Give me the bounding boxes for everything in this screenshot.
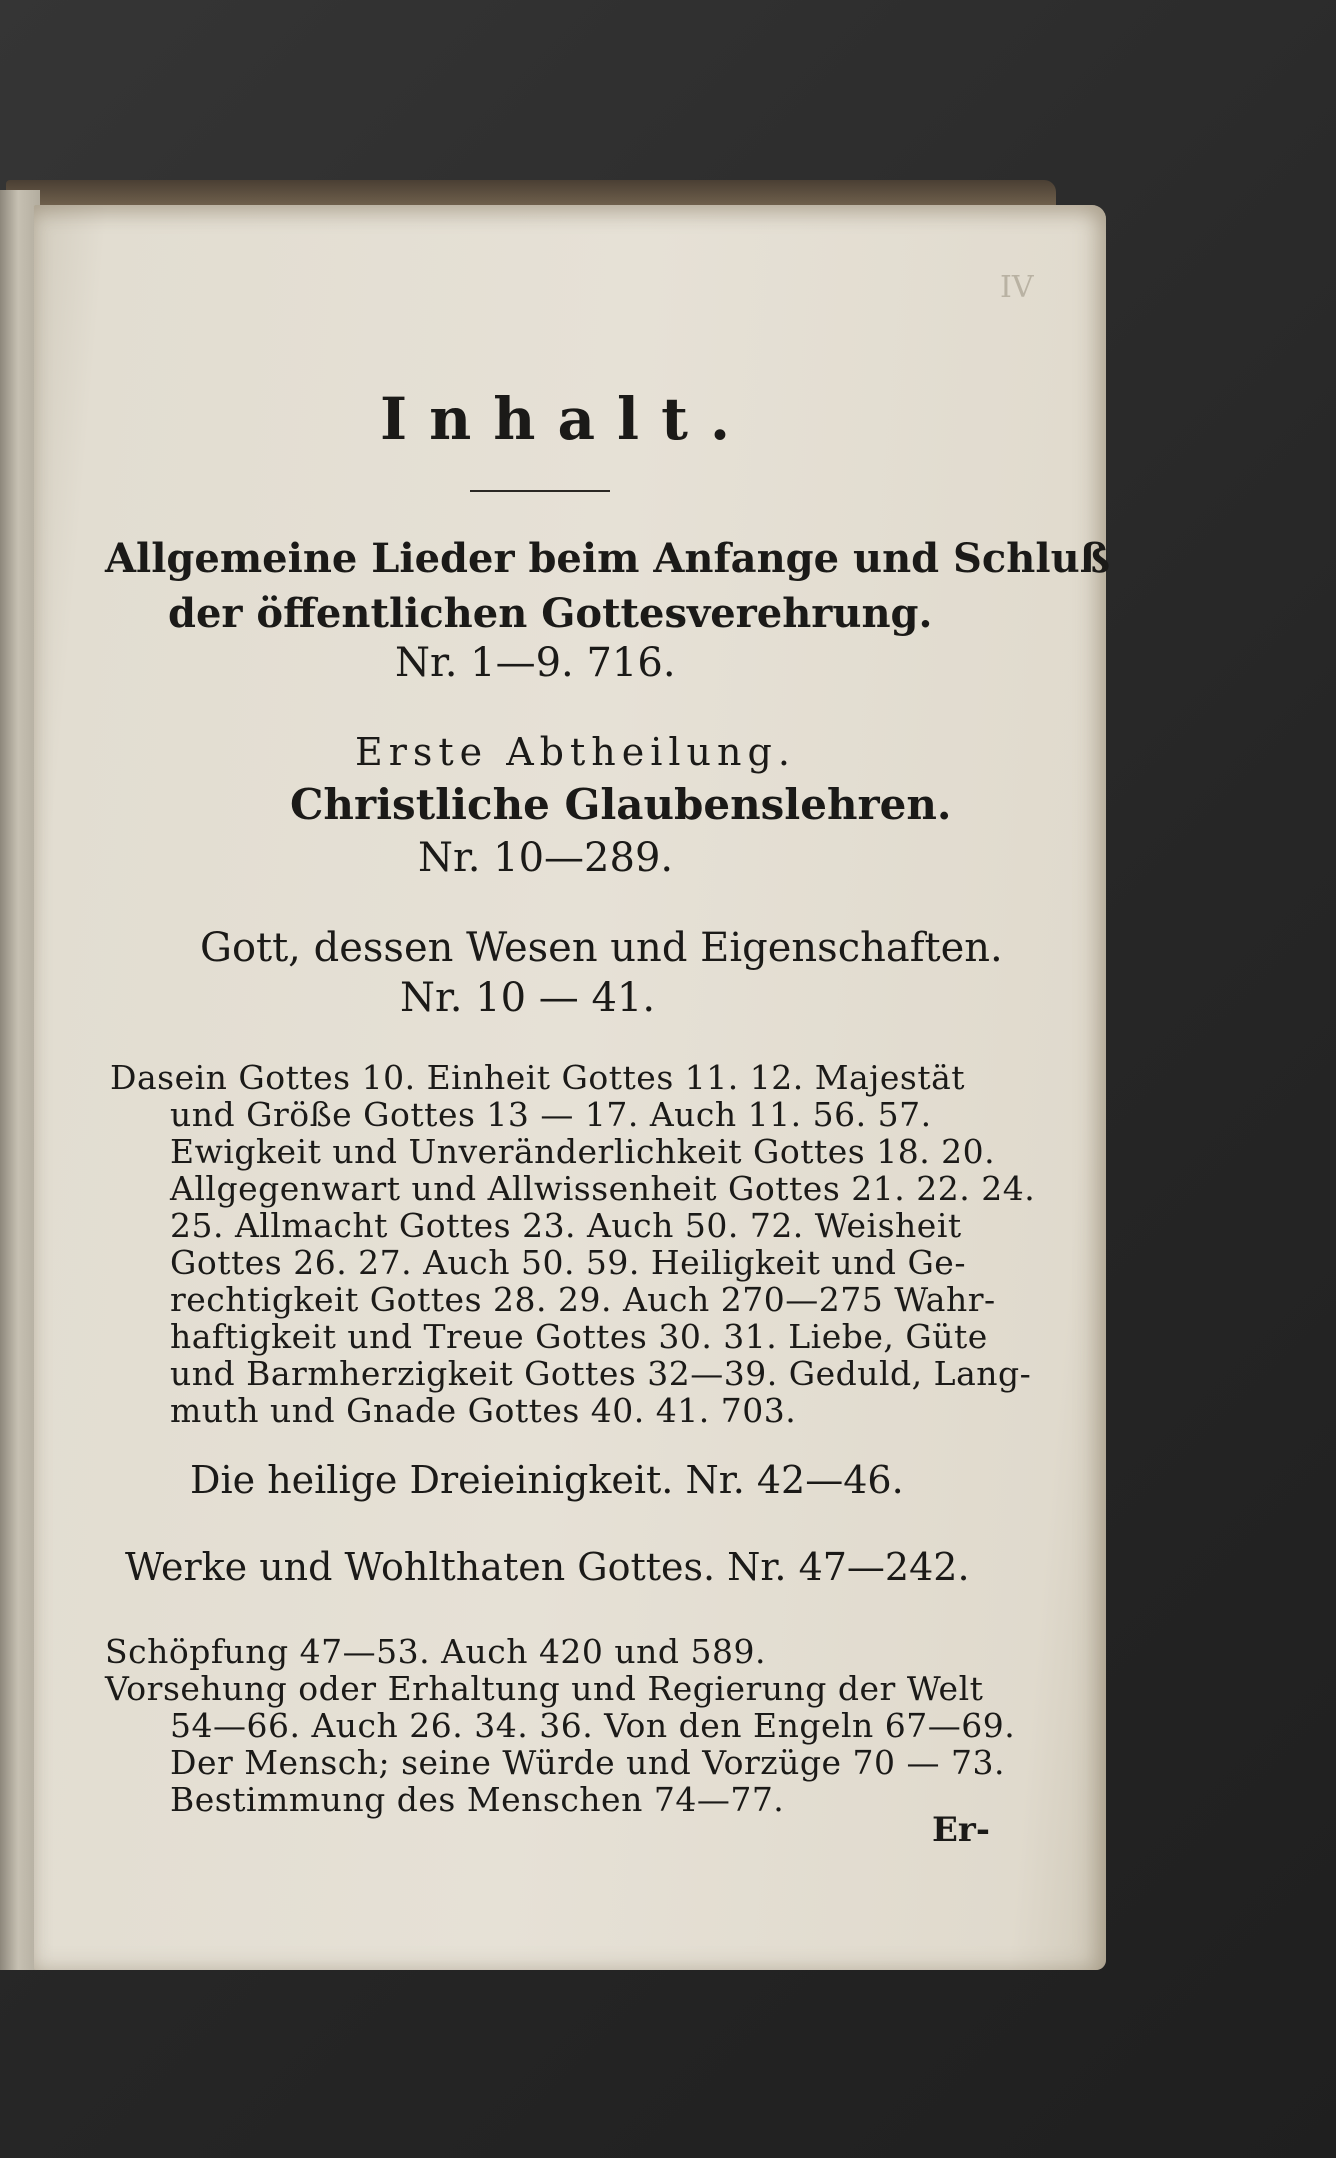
paragraph-line-6: Gottes 26. 27. Auch 50. 59. Heiligkeit und Ge- xyxy=(170,1243,966,1282)
page-title: Inhalt. xyxy=(380,385,753,453)
subsection-heading: Gott, dessen Wesen und Eigenschaften. xyxy=(200,925,1003,971)
folio-number: IV xyxy=(1000,270,1034,305)
paragraph-line-5: 25. Allmacht Gottes 23. Auch 50. 72. Weisheit xyxy=(170,1206,962,1245)
works-heading: Werke und Wohlthaten Gottes. Nr. 47—242. xyxy=(125,1545,970,1589)
paragraph-line-2: und Größe Gottes 13 — 17. Auch 11. 56. 57. xyxy=(170,1095,932,1134)
section-subheading: Christliche Glaubenslehren. xyxy=(290,780,952,829)
paragraph-line-4: Allgegenwart und Allwissenheit Gottes 21. 22. 24. xyxy=(170,1169,1036,1208)
paragraph-line-8: haftigkeit und Treue Gottes 30. 31. Liebe, Güte xyxy=(170,1317,988,1356)
paragraph-line-1: Dasein Gottes 10. Einheit Gottes 11. 12. Majestät xyxy=(110,1058,966,1097)
list-line-5: Bestimmung des Menschen 74—77. xyxy=(170,1780,785,1819)
list-line-2: Vorsehung oder Erhaltung und Regierung der Welt xyxy=(105,1669,984,1708)
intro-heading-line-2: der öffentlichen Gottesverehrung. xyxy=(168,590,933,637)
paragraph-line-3: Ewigkeit und Unveränderlichkeit Gottes 18. 20. xyxy=(170,1132,996,1171)
title-rule xyxy=(470,490,610,492)
paragraph-line-7: rechtigkeit Gottes 28. 29. Auch 270—275 Wahr- xyxy=(170,1280,996,1319)
intro-heading-line-1: Allgemeine Lieder beim Anfange und Schluß xyxy=(105,535,1111,582)
paragraph-line-10: muth und Gnade Gottes 40. 41. 703. xyxy=(170,1391,797,1430)
intro-numbers: Nr. 1—9. 716. xyxy=(395,640,676,686)
list-line-3: 54—66. Auch 26. 34. 36. Von den Engeln 67—69. xyxy=(170,1706,1016,1745)
list-line-4: Der Mensch; seine Würde und Vorzüge 70 — 73. xyxy=(170,1743,1005,1782)
subsection-numbers: Nr. 10 — 41. xyxy=(400,975,656,1021)
trinity-heading: Die heilige Dreieinigkeit. Nr. 42—46. xyxy=(190,1458,904,1502)
catchword: Er- xyxy=(932,1810,990,1850)
paragraph-line-9: und Barmherzigkeit Gottes 32—39. Geduld, Lang- xyxy=(170,1354,1032,1393)
list-line-1: Schöpfung 47—53. Auch 420 und 589. xyxy=(105,1632,767,1671)
section-numbers: Nr. 10—289. xyxy=(418,835,674,881)
section-heading: Erste Abtheilung. xyxy=(355,730,796,774)
